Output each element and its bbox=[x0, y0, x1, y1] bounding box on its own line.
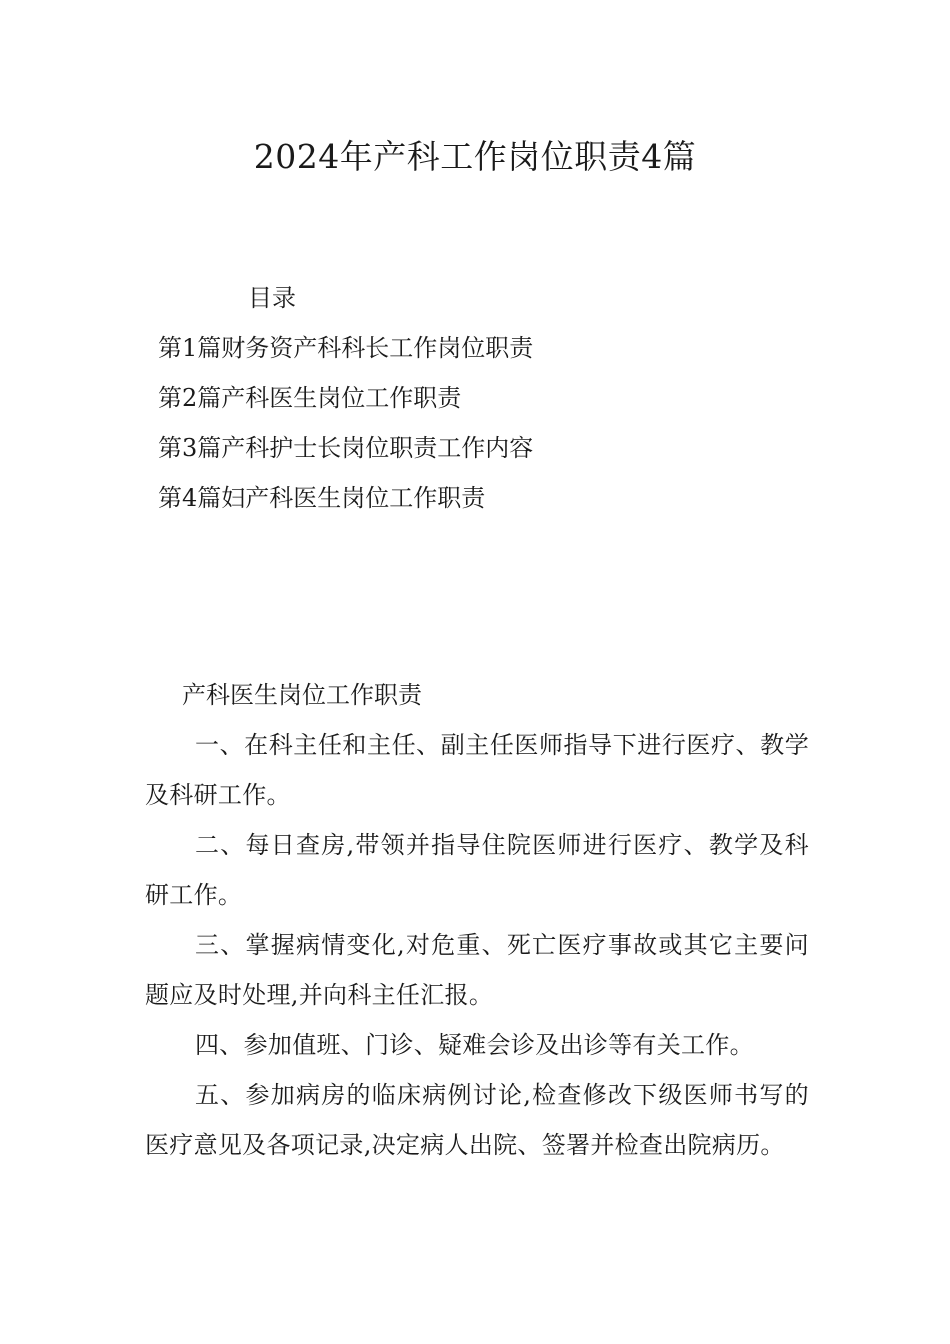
paragraph: 二、每日查房,带领并指导住院医师进行医疗、教学及科研工作。 bbox=[145, 831, 809, 909]
toc-heading: 目录 bbox=[248, 284, 296, 312]
toc-item: 第3篇产科护士长岗位职责工作内容 bbox=[158, 434, 534, 462]
section-body bbox=[145, 720, 809, 1170]
toc-item: 第1篇财务资产科科长工作岗位职责 bbox=[158, 334, 534, 362]
paragraph: 一、在科主任和主任、副主任医师指导下进行医疗、教学及科研工作。 bbox=[145, 731, 809, 809]
paragraph: 五、参加病房的临床病例讨论,检查修改下级医师书写的医疗意见及各项记录,决定病人出院、签署并检查出院病历。 bbox=[145, 1081, 809, 1159]
toc-item: 第2篇产科医生岗位工作职责 bbox=[158, 384, 462, 412]
toc-item: 第4篇妇产科医生岗位工作职责 bbox=[158, 484, 486, 512]
document-title: 2024年产科工作岗位职责4篇 bbox=[253, 137, 697, 176]
table-of-contents bbox=[158, 273, 818, 523]
section-title: 产科医生岗位工作职责 bbox=[182, 681, 422, 709]
paragraph: 三、掌握病情变化,对危重、死亡医疗事故或其它主要问题应及时处理,并向科主任汇报。 bbox=[145, 931, 809, 1009]
paragraph: 四、参加值班、门诊、疑难会诊及出诊等有关工作。 bbox=[195, 1031, 754, 1059]
